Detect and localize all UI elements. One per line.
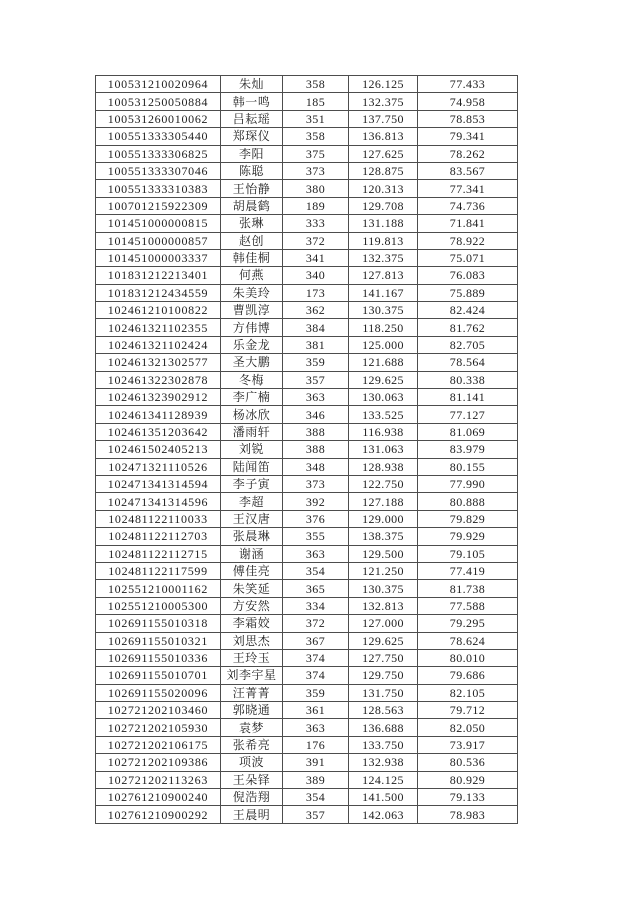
cell-candidate-id: 100551333305440 bbox=[96, 128, 221, 145]
cell-score-interview: 132.375 bbox=[349, 93, 418, 110]
cell-score-weighted: 80.338 bbox=[418, 371, 518, 388]
table-row bbox=[96, 615, 518, 632]
score-table bbox=[95, 75, 518, 824]
cell-score-interview: 128.875 bbox=[349, 162, 418, 179]
cell-score-weighted: 78.564 bbox=[418, 354, 518, 371]
cell-score-interview: 130.063 bbox=[349, 389, 418, 406]
table-row bbox=[96, 597, 518, 614]
cell-candidate-id: 102481122112703 bbox=[96, 528, 221, 545]
cell-score-weighted: 83.567 bbox=[418, 162, 518, 179]
cell-candidate-id: 101451000000857 bbox=[96, 232, 221, 249]
cell-score-interview: 129.625 bbox=[349, 632, 418, 649]
table-row bbox=[96, 441, 518, 458]
cell-candidate-id: 102481122112715 bbox=[96, 545, 221, 562]
cell-score-interview: 129.708 bbox=[349, 197, 418, 214]
cell-score-weighted: 79.686 bbox=[418, 667, 518, 684]
cell-score-weighted: 75.071 bbox=[418, 249, 518, 266]
cell-candidate-name: 李超 bbox=[221, 493, 283, 510]
table-row bbox=[96, 302, 518, 319]
cell-candidate-id: 102691155010321 bbox=[96, 632, 221, 649]
cell-score-weighted: 82.050 bbox=[418, 719, 518, 736]
cell-score-weighted: 81.738 bbox=[418, 580, 518, 597]
cell-candidate-id: 102551210001162 bbox=[96, 580, 221, 597]
cell-score-initial: 365 bbox=[283, 580, 349, 597]
cell-score-interview: 137.750 bbox=[349, 110, 418, 127]
cell-score-interview: 116.938 bbox=[349, 423, 418, 440]
table-row bbox=[96, 719, 518, 736]
cell-score-weighted: 82.705 bbox=[418, 336, 518, 353]
table-row bbox=[96, 145, 518, 162]
cell-candidate-name: 谢涵 bbox=[221, 545, 283, 562]
table-row bbox=[96, 562, 518, 579]
cell-candidate-name: 乐金龙 bbox=[221, 336, 283, 353]
cell-candidate-id: 102461321302577 bbox=[96, 354, 221, 371]
cell-score-interview: 129.750 bbox=[349, 667, 418, 684]
cell-score-initial: 358 bbox=[283, 128, 349, 145]
cell-score-initial: 189 bbox=[283, 197, 349, 214]
cell-score-weighted: 81.762 bbox=[418, 319, 518, 336]
table-row bbox=[96, 267, 518, 284]
cell-score-initial: 358 bbox=[283, 76, 349, 93]
cell-score-weighted: 71.841 bbox=[418, 215, 518, 232]
table-row bbox=[96, 284, 518, 301]
cell-score-interview: 133.750 bbox=[349, 736, 418, 753]
cell-score-initial: 388 bbox=[283, 423, 349, 440]
cell-score-weighted: 77.588 bbox=[418, 597, 518, 614]
cell-candidate-id: 100531210020964 bbox=[96, 76, 221, 93]
table-row bbox=[96, 510, 518, 527]
cell-candidate-name: 潘雨轩 bbox=[221, 423, 283, 440]
cell-score-interview: 125.000 bbox=[349, 336, 418, 353]
cell-score-weighted: 74.736 bbox=[418, 197, 518, 214]
cell-score-initial: 340 bbox=[283, 267, 349, 284]
cell-score-initial: 363 bbox=[283, 719, 349, 736]
cell-candidate-id: 102761210900240 bbox=[96, 789, 221, 806]
cell-candidate-id: 102461322302878 bbox=[96, 371, 221, 388]
cell-score-initial: 380 bbox=[283, 180, 349, 197]
cell-score-weighted: 79.295 bbox=[418, 615, 518, 632]
cell-score-interview: 120.313 bbox=[349, 180, 418, 197]
cell-candidate-name: 方伟博 bbox=[221, 319, 283, 336]
cell-candidate-name: 圣大鹏 bbox=[221, 354, 283, 371]
cell-score-weighted: 79.105 bbox=[418, 545, 518, 562]
cell-score-interview: 138.375 bbox=[349, 528, 418, 545]
cell-candidate-id: 102721202113263 bbox=[96, 771, 221, 788]
cell-candidate-name: 陆闻笛 bbox=[221, 458, 283, 475]
cell-score-interview: 128.563 bbox=[349, 702, 418, 719]
cell-score-interview: 132.813 bbox=[349, 597, 418, 614]
cell-candidate-id: 102471341314596 bbox=[96, 493, 221, 510]
cell-score-initial: 376 bbox=[283, 510, 349, 527]
cell-score-weighted: 78.624 bbox=[418, 632, 518, 649]
cell-score-interview: 141.500 bbox=[349, 789, 418, 806]
cell-candidate-id: 102461502405213 bbox=[96, 441, 221, 458]
cell-candidate-id: 102551210005300 bbox=[96, 597, 221, 614]
cell-score-weighted: 80.155 bbox=[418, 458, 518, 475]
cell-score-initial: 359 bbox=[283, 354, 349, 371]
cell-candidate-id: 102691155020096 bbox=[96, 684, 221, 701]
table-row bbox=[96, 389, 518, 406]
cell-score-interview: 128.938 bbox=[349, 458, 418, 475]
cell-candidate-id: 101451000000815 bbox=[96, 215, 221, 232]
table-row bbox=[96, 93, 518, 110]
cell-candidate-id: 102691155010701 bbox=[96, 667, 221, 684]
cell-candidate-id: 100701215922309 bbox=[96, 197, 221, 214]
table-row bbox=[96, 475, 518, 492]
cell-score-weighted: 81.141 bbox=[418, 389, 518, 406]
cell-score-weighted: 77.419 bbox=[418, 562, 518, 579]
cell-score-interview: 129.000 bbox=[349, 510, 418, 527]
table-row bbox=[96, 528, 518, 545]
cell-candidate-name: 朱美玲 bbox=[221, 284, 283, 301]
cell-candidate-id: 100551333306825 bbox=[96, 145, 221, 162]
cell-score-initial: 363 bbox=[283, 389, 349, 406]
table-row bbox=[96, 754, 518, 771]
cell-score-weighted: 79.341 bbox=[418, 128, 518, 145]
cell-score-initial: 372 bbox=[283, 615, 349, 632]
cell-score-initial: 388 bbox=[283, 441, 349, 458]
cell-score-interview: 127.813 bbox=[349, 267, 418, 284]
cell-candidate-name: 刘锐 bbox=[221, 441, 283, 458]
cell-candidate-id: 102461321102355 bbox=[96, 319, 221, 336]
cell-candidate-name: 王汉唐 bbox=[221, 510, 283, 527]
cell-candidate-name: 胡晨鹤 bbox=[221, 197, 283, 214]
table-row bbox=[96, 180, 518, 197]
cell-candidate-name: 刘思杰 bbox=[221, 632, 283, 649]
cell-score-initial: 346 bbox=[283, 406, 349, 423]
cell-score-interview: 121.250 bbox=[349, 562, 418, 579]
table-row bbox=[96, 545, 518, 562]
cell-score-interview: 129.625 bbox=[349, 371, 418, 388]
cell-candidate-name: 郭晓通 bbox=[221, 702, 283, 719]
cell-score-weighted: 83.979 bbox=[418, 441, 518, 458]
cell-score-weighted: 80.010 bbox=[418, 649, 518, 666]
cell-score-weighted: 82.424 bbox=[418, 302, 518, 319]
cell-candidate-id: 100551333310383 bbox=[96, 180, 221, 197]
cell-score-interview: 118.250 bbox=[349, 319, 418, 336]
table-row bbox=[96, 354, 518, 371]
cell-score-weighted: 80.929 bbox=[418, 771, 518, 788]
cell-score-initial: 363 bbox=[283, 545, 349, 562]
cell-score-interview: 130.375 bbox=[349, 580, 418, 597]
table-row bbox=[96, 232, 518, 249]
cell-candidate-name: 李广楠 bbox=[221, 389, 283, 406]
cell-score-initial: 389 bbox=[283, 771, 349, 788]
table-row bbox=[96, 162, 518, 179]
cell-score-initial: 357 bbox=[283, 806, 349, 823]
cell-score-weighted: 78.922 bbox=[418, 232, 518, 249]
cell-candidate-name: 曹凯淳 bbox=[221, 302, 283, 319]
cell-score-interview: 141.167 bbox=[349, 284, 418, 301]
table-row bbox=[96, 580, 518, 597]
table-row bbox=[96, 319, 518, 336]
cell-score-weighted: 78.262 bbox=[418, 145, 518, 162]
cell-score-interview: 142.063 bbox=[349, 806, 418, 823]
cell-candidate-name: 刘李宇星 bbox=[221, 667, 283, 684]
cell-candidate-name: 李阳 bbox=[221, 145, 283, 162]
table-row bbox=[96, 110, 518, 127]
cell-candidate-name: 朱笑延 bbox=[221, 580, 283, 597]
cell-candidate-name: 陈聪 bbox=[221, 162, 283, 179]
cell-score-weighted: 79.929 bbox=[418, 528, 518, 545]
cell-candidate-id: 100531250050884 bbox=[96, 93, 221, 110]
table-row bbox=[96, 423, 518, 440]
cell-candidate-id: 102481122110033 bbox=[96, 510, 221, 527]
cell-score-interview: 132.938 bbox=[349, 754, 418, 771]
cell-score-weighted: 81.069 bbox=[418, 423, 518, 440]
table-row bbox=[96, 128, 518, 145]
cell-candidate-name: 方安然 bbox=[221, 597, 283, 614]
table-row bbox=[96, 406, 518, 423]
cell-candidate-id: 102691155010336 bbox=[96, 649, 221, 666]
table-row bbox=[96, 371, 518, 388]
cell-candidate-id: 101451000003337 bbox=[96, 249, 221, 266]
cell-score-weighted: 80.536 bbox=[418, 754, 518, 771]
cell-score-interview: 122.750 bbox=[349, 475, 418, 492]
cell-candidate-id: 101831212434559 bbox=[96, 284, 221, 301]
cell-score-weighted: 82.105 bbox=[418, 684, 518, 701]
cell-score-interview: 136.688 bbox=[349, 719, 418, 736]
cell-score-interview: 130.375 bbox=[349, 302, 418, 319]
table-row bbox=[96, 493, 518, 510]
cell-candidate-id: 102721202103460 bbox=[96, 702, 221, 719]
cell-score-initial: 361 bbox=[283, 702, 349, 719]
cell-score-weighted: 79.829 bbox=[418, 510, 518, 527]
cell-candidate-id: 102721202105930 bbox=[96, 719, 221, 736]
cell-candidate-name: 韩佳桐 bbox=[221, 249, 283, 266]
cell-score-initial: 359 bbox=[283, 684, 349, 701]
cell-score-weighted: 73.917 bbox=[418, 736, 518, 753]
cell-candidate-id: 102721202109386 bbox=[96, 754, 221, 771]
cell-score-initial: 381 bbox=[283, 336, 349, 353]
table-row bbox=[96, 789, 518, 806]
table-row bbox=[96, 458, 518, 475]
cell-candidate-id: 102481122117599 bbox=[96, 562, 221, 579]
cell-score-initial: 373 bbox=[283, 475, 349, 492]
table-row bbox=[96, 649, 518, 666]
cell-candidate-name: 倪浩翔 bbox=[221, 789, 283, 806]
cell-score-weighted: 79.133 bbox=[418, 789, 518, 806]
cell-score-initial: 348 bbox=[283, 458, 349, 475]
cell-score-interview: 136.813 bbox=[349, 128, 418, 145]
cell-score-initial: 354 bbox=[283, 562, 349, 579]
cell-score-weighted: 78.983 bbox=[418, 806, 518, 823]
score-table-body bbox=[96, 76, 518, 824]
cell-candidate-name: 赵创 bbox=[221, 232, 283, 249]
cell-score-interview: 131.063 bbox=[349, 441, 418, 458]
cell-score-initial: 354 bbox=[283, 789, 349, 806]
cell-candidate-name: 王朵铎 bbox=[221, 771, 283, 788]
cell-score-initial: 372 bbox=[283, 232, 349, 249]
cell-candidate-id: 102461351203642 bbox=[96, 423, 221, 440]
cell-candidate-name: 傅佳亮 bbox=[221, 562, 283, 579]
cell-score-initial: 176 bbox=[283, 736, 349, 753]
cell-candidate-id: 102461341128939 bbox=[96, 406, 221, 423]
cell-score-initial: 355 bbox=[283, 528, 349, 545]
cell-candidate-name: 吕耘瑶 bbox=[221, 110, 283, 127]
cell-candidate-name: 张希亮 bbox=[221, 736, 283, 753]
cell-candidate-id: 100531260010062 bbox=[96, 110, 221, 127]
cell-candidate-id: 102721202106175 bbox=[96, 736, 221, 753]
cell-score-initial: 391 bbox=[283, 754, 349, 771]
cell-score-interview: 129.500 bbox=[349, 545, 418, 562]
cell-score-initial: 375 bbox=[283, 145, 349, 162]
cell-candidate-id: 102471341314594 bbox=[96, 475, 221, 492]
cell-score-interview: 131.188 bbox=[349, 215, 418, 232]
cell-candidate-id: 102691155010318 bbox=[96, 615, 221, 632]
cell-score-initial: 334 bbox=[283, 597, 349, 614]
cell-score-initial: 362 bbox=[283, 302, 349, 319]
cell-score-initial: 367 bbox=[283, 632, 349, 649]
cell-score-weighted: 76.083 bbox=[418, 267, 518, 284]
cell-candidate-name: 李霜姣 bbox=[221, 615, 283, 632]
cell-score-initial: 185 bbox=[283, 93, 349, 110]
table-row bbox=[96, 215, 518, 232]
cell-candidate-name: 袁梦 bbox=[221, 719, 283, 736]
cell-candidate-name: 韩一鸣 bbox=[221, 93, 283, 110]
table-row bbox=[96, 667, 518, 684]
cell-candidate-name: 王玲玉 bbox=[221, 649, 283, 666]
table-row bbox=[96, 249, 518, 266]
cell-score-initial: 351 bbox=[283, 110, 349, 127]
cell-candidate-name: 李子寅 bbox=[221, 475, 283, 492]
cell-score-initial: 357 bbox=[283, 371, 349, 388]
cell-score-weighted: 78.853 bbox=[418, 110, 518, 127]
cell-score-weighted: 80.888 bbox=[418, 493, 518, 510]
cell-candidate-id: 100551333307046 bbox=[96, 162, 221, 179]
cell-score-interview: 126.125 bbox=[349, 76, 418, 93]
cell-score-initial: 173 bbox=[283, 284, 349, 301]
cell-score-weighted: 74.958 bbox=[418, 93, 518, 110]
cell-score-weighted: 79.712 bbox=[418, 702, 518, 719]
table-row bbox=[96, 632, 518, 649]
table-row bbox=[96, 806, 518, 823]
cell-candidate-name: 冬梅 bbox=[221, 371, 283, 388]
cell-score-weighted: 77.990 bbox=[418, 475, 518, 492]
cell-score-interview: 133.525 bbox=[349, 406, 418, 423]
cell-score-weighted: 75.889 bbox=[418, 284, 518, 301]
cell-candidate-name: 王怡静 bbox=[221, 180, 283, 197]
cell-score-interview: 127.000 bbox=[349, 615, 418, 632]
cell-candidate-name: 张晨琳 bbox=[221, 528, 283, 545]
cell-score-initial: 373 bbox=[283, 162, 349, 179]
cell-score-initial: 374 bbox=[283, 667, 349, 684]
cell-score-weighted: 77.433 bbox=[418, 76, 518, 93]
cell-score-weighted: 77.127 bbox=[418, 406, 518, 423]
cell-score-interview: 121.688 bbox=[349, 354, 418, 371]
cell-candidate-name: 王晨明 bbox=[221, 806, 283, 823]
cell-score-initial: 392 bbox=[283, 493, 349, 510]
cell-score-interview: 119.813 bbox=[349, 232, 418, 249]
cell-candidate-name: 张琳 bbox=[221, 215, 283, 232]
cell-candidate-id: 102471321110526 bbox=[96, 458, 221, 475]
cell-score-interview: 127.625 bbox=[349, 145, 418, 162]
cell-candidate-name: 郑琛仪 bbox=[221, 128, 283, 145]
cell-score-initial: 341 bbox=[283, 249, 349, 266]
table-row bbox=[96, 76, 518, 93]
cell-candidate-name: 项波 bbox=[221, 754, 283, 771]
table-row bbox=[96, 336, 518, 353]
cell-score-initial: 384 bbox=[283, 319, 349, 336]
cell-candidate-name: 汪菁菁 bbox=[221, 684, 283, 701]
table-row bbox=[96, 702, 518, 719]
cell-score-initial: 374 bbox=[283, 649, 349, 666]
table-row bbox=[96, 684, 518, 701]
cell-candidate-id: 101831212213401 bbox=[96, 267, 221, 284]
cell-score-weighted: 77.341 bbox=[418, 180, 518, 197]
table-row bbox=[96, 736, 518, 753]
cell-score-interview: 124.125 bbox=[349, 771, 418, 788]
table-row bbox=[96, 197, 518, 214]
cell-score-interview: 132.375 bbox=[349, 249, 418, 266]
cell-candidate-id: 102461321102424 bbox=[96, 336, 221, 353]
cell-score-initial: 333 bbox=[283, 215, 349, 232]
cell-score-interview: 127.188 bbox=[349, 493, 418, 510]
cell-candidate-name: 何燕 bbox=[221, 267, 283, 284]
cell-candidate-id: 102461323902912 bbox=[96, 389, 221, 406]
cell-score-interview: 131.750 bbox=[349, 684, 418, 701]
cell-candidate-name: 朱灿 bbox=[221, 76, 283, 93]
cell-candidate-id: 102461210100822 bbox=[96, 302, 221, 319]
cell-candidate-name: 杨冰欣 bbox=[221, 406, 283, 423]
cell-score-interview: 127.750 bbox=[349, 649, 418, 666]
table-row bbox=[96, 771, 518, 788]
cell-candidate-id: 102761210900292 bbox=[96, 806, 221, 823]
